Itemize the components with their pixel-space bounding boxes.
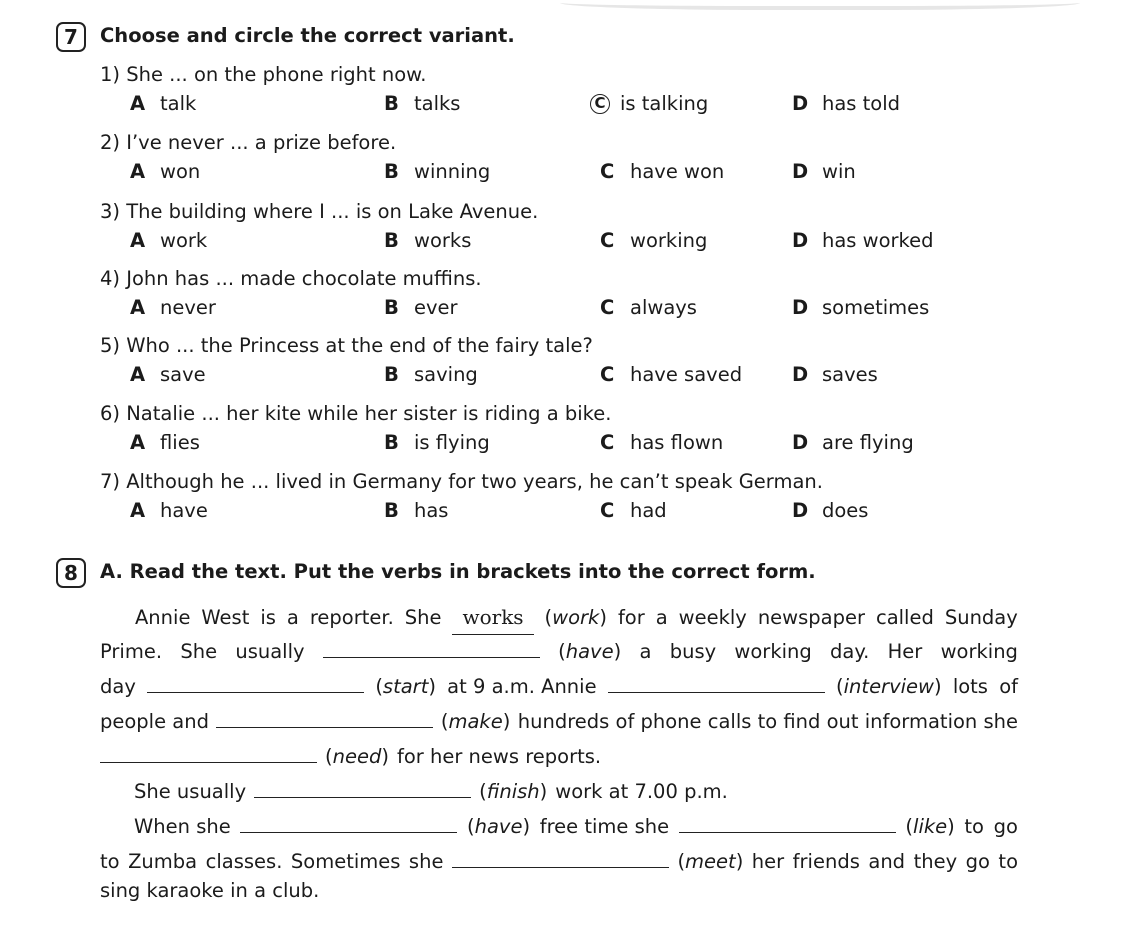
question-4-option-a[interactable] <box>130 296 216 319</box>
option-letter: B <box>384 92 399 115</box>
exercise-8-number: 8 <box>56 558 86 588</box>
option-letter: A <box>130 296 146 319</box>
word: a <box>286 606 299 629</box>
text-line-1: Annie West is a reporter. She works (work) for a weekly newspaper called Sunday <box>100 600 1018 634</box>
option-letter: B <box>384 229 399 252</box>
option-letter: B <box>384 499 399 522</box>
option-letter: D <box>792 296 809 319</box>
option-letter: D <box>792 363 809 386</box>
verb-hint: finish <box>486 780 540 803</box>
option-text: works <box>414 229 472 252</box>
question-3-option-a[interactable] <box>130 229 207 252</box>
option-text: has <box>414 499 449 522</box>
question-6-option-c[interactable] <box>600 431 723 454</box>
exercise-7-number: 7 <box>56 22 86 52</box>
word: her <box>751 850 785 873</box>
option-text: always <box>630 296 697 319</box>
option-text: is flying <box>414 431 490 454</box>
option-letter: D <box>792 160 809 183</box>
question-7: 7) Although he ... lived in Germany for two years, he can’t speak German. <box>100 470 823 493</box>
option-letter: A <box>130 160 146 183</box>
option-text: have won <box>630 160 725 183</box>
question-2-option-c[interactable] <box>600 160 724 183</box>
question-7-option-c[interactable] <box>600 499 667 522</box>
word: lots <box>952 675 988 698</box>
text-line-6: She usually (finish) work at 7.00 p.m. <box>134 775 1018 809</box>
word: reporter. <box>309 606 394 629</box>
word: she <box>408 850 444 873</box>
word: of <box>999 675 1018 698</box>
option-text: working <box>630 229 708 252</box>
text-fragment: hundreds of phone calls to find out information she <box>517 710 1018 733</box>
word: busy <box>669 640 717 663</box>
option-letter: C <box>600 160 615 183</box>
answer-blank-filled[interactable]: works <box>452 600 533 635</box>
option-letter: D <box>792 431 809 454</box>
word: classes. <box>205 850 283 873</box>
option-letter: B <box>384 363 399 386</box>
word: a <box>655 606 668 629</box>
option-letter: A <box>130 431 146 454</box>
option-letter: D <box>792 92 809 115</box>
word: for <box>617 606 645 629</box>
option-letter: C <box>600 499 615 522</box>
answer-blank[interactable] <box>323 637 540 658</box>
question-6-option-a[interactable] <box>130 431 200 454</box>
answer-blank[interactable] <box>608 672 825 693</box>
option-letter: A <box>130 229 146 252</box>
option-text: talks <box>414 92 461 115</box>
text-fragment: at 9 a.m. Annie <box>447 675 597 698</box>
answer-blank[interactable] <box>216 707 433 728</box>
text-line-3: day (start) at 9 a.m. Annie (interview) lots of <box>100 670 1018 704</box>
verb-hint: interview <box>843 675 934 698</box>
word: newspaper <box>757 606 865 629</box>
option-text: has flown <box>630 431 724 454</box>
word: day <box>100 675 136 698</box>
text-line-5: (need) for her news reports. <box>100 740 1018 774</box>
verb-hint: need <box>332 745 382 768</box>
verb-hint: meet <box>685 850 736 873</box>
question-5: 5) Who ... the Princess at the end of the fairy tale? <box>100 334 593 357</box>
answer-blank[interactable] <box>240 812 457 833</box>
text-line-9 <box>100 874 1018 908</box>
question-2-option-d[interactable] <box>792 160 856 183</box>
option-text: ever <box>414 296 458 319</box>
option-letter: C <box>600 431 615 454</box>
word: Her <box>887 640 923 663</box>
word: Sometimes <box>290 850 401 873</box>
word: Zumba <box>128 850 198 873</box>
option-letter: B <box>384 296 399 319</box>
option-letter: A <box>130 499 146 522</box>
word: working <box>940 640 1018 663</box>
word: West <box>201 606 250 629</box>
option-letter: D <box>792 499 809 522</box>
question-2-option-a[interactable] <box>130 160 200 183</box>
word: weekly <box>678 606 747 629</box>
word: Annie <box>134 606 191 629</box>
question-1-option-a[interactable] <box>130 92 196 115</box>
verb-hint: start <box>382 675 429 698</box>
question-5-option-b[interactable] <box>384 363 478 386</box>
text-fragment: She usually <box>134 780 247 803</box>
option-text: flies <box>160 431 200 454</box>
question-3-option-b[interactable] <box>384 229 471 252</box>
question-1: 1) She ... on the phone right now. <box>100 63 427 86</box>
word: usually <box>235 640 305 663</box>
text-fragment: When she <box>134 815 231 838</box>
question-4-option-d[interactable] <box>792 296 929 319</box>
word: to <box>100 850 120 873</box>
word: Prime. <box>100 640 163 663</box>
exercise-7-title: Choose and circle the correct variant. <box>100 24 515 47</box>
option-text: have saved <box>630 363 743 386</box>
option-text: save <box>160 363 206 386</box>
question-4-option-c[interactable] <box>600 296 697 319</box>
option-text: is talking <box>620 92 709 115</box>
circled-answer-letter: C <box>590 94 610 114</box>
question-4: 4) John has ... made chocolate muffins. <box>100 267 482 290</box>
question-6-option-b[interactable] <box>384 431 490 454</box>
option-text: work <box>160 229 208 252</box>
option-letter: C <box>600 363 615 386</box>
option-text: win <box>822 160 856 183</box>
text-line-2: Prime. She usually (have) a busy working day. Her working <box>100 635 1018 669</box>
text-fragment: for her news reports. <box>396 745 602 768</box>
text-line-7: When she (have) free time she (like) to go <box>134 810 1018 844</box>
page-top-decoration <box>560 0 1080 10</box>
option-text: saving <box>414 363 478 386</box>
exercise-8-title: A. Read the text. Put the verbs in brackets into the correct form. <box>100 560 816 583</box>
word: She <box>404 606 442 629</box>
question-6-option-d[interactable] <box>792 431 914 454</box>
text-fragment: work at 7.00 p.m. <box>555 780 728 803</box>
option-text: are flying <box>822 431 914 454</box>
question-7-option-b[interactable] <box>384 499 448 522</box>
question-3-option-d[interactable] <box>792 229 934 252</box>
word: to <box>998 850 1018 873</box>
word: go <box>965 850 990 873</box>
question-7-option-a[interactable] <box>130 499 208 522</box>
question-3-option-c[interactable] <box>600 229 707 252</box>
option-text: does <box>822 499 869 522</box>
question-2: 2) I’ve never ... a prize before. <box>100 131 397 154</box>
answer-blank[interactable] <box>100 742 317 763</box>
answer-blank[interactable] <box>452 847 669 868</box>
text-line-4: people and (make) hundreds of phone calls to find out information she <box>100 705 1018 739</box>
verb-hint: make <box>448 710 503 733</box>
word: to <box>964 815 984 838</box>
word: and <box>868 850 906 873</box>
option-letter: B <box>384 431 399 454</box>
answer-blank[interactable] <box>147 672 364 693</box>
option-letter: B <box>384 160 399 183</box>
option-text: talk <box>160 92 197 115</box>
question-6: 6) Natalie ... her kite while her sister is riding a bike. <box>100 402 612 425</box>
question-3: 3) The building where I ... is on Lake Avenue. <box>100 200 539 223</box>
option-letter: C <box>600 229 615 252</box>
option-text: has worked <box>822 229 934 252</box>
option-text: saves <box>822 363 878 386</box>
question-5-option-a[interactable] <box>130 363 206 386</box>
word: day. <box>830 640 870 663</box>
option-text: sometimes <box>822 296 930 319</box>
text-fragment: people and <box>100 710 209 733</box>
text-fragment: free time she <box>539 815 670 838</box>
word: they <box>913 850 958 873</box>
word: is <box>260 606 276 629</box>
question-1-option-b[interactable] <box>384 92 460 115</box>
option-text: never <box>160 296 216 319</box>
text-line-8: to Zumba classes. Sometimes she (meet) her friends and they go to <box>100 845 1018 879</box>
text-fragment: sing karaoke in a club. <box>100 879 320 902</box>
answer-blank[interactable] <box>679 812 896 833</box>
word: She <box>180 640 218 663</box>
verb-hint: like <box>913 815 948 838</box>
word: working <box>734 640 812 663</box>
option-letter: A <box>130 92 146 115</box>
word: Sunday <box>944 606 1018 629</box>
verb-hint: have <box>565 640 614 663</box>
option-letter: D <box>792 229 809 252</box>
option-text: winning <box>414 160 491 183</box>
option-text: have <box>160 499 208 522</box>
word: called <box>875 606 934 629</box>
question-5-option-c[interactable] <box>600 363 742 386</box>
question-5-option-d[interactable] <box>792 363 878 386</box>
option-text: has told <box>822 92 901 115</box>
option-letter: C <box>600 296 615 319</box>
word: go <box>993 815 1018 838</box>
option-text: won <box>160 160 201 183</box>
question-2-option-b[interactable] <box>384 160 490 183</box>
answer-blank[interactable] <box>254 777 471 798</box>
question-1-option-d[interactable] <box>792 92 900 115</box>
question-7-option-d[interactable] <box>792 499 868 522</box>
question-1-option-c[interactable] <box>590 92 708 115</box>
word: a <box>639 640 652 663</box>
word: friends <box>792 850 860 873</box>
option-letter: A <box>130 363 146 386</box>
question-4-option-b[interactable] <box>384 296 458 319</box>
verb-hint: have <box>474 815 523 838</box>
option-text: had <box>630 499 667 522</box>
verb-hint: work <box>552 606 600 629</box>
